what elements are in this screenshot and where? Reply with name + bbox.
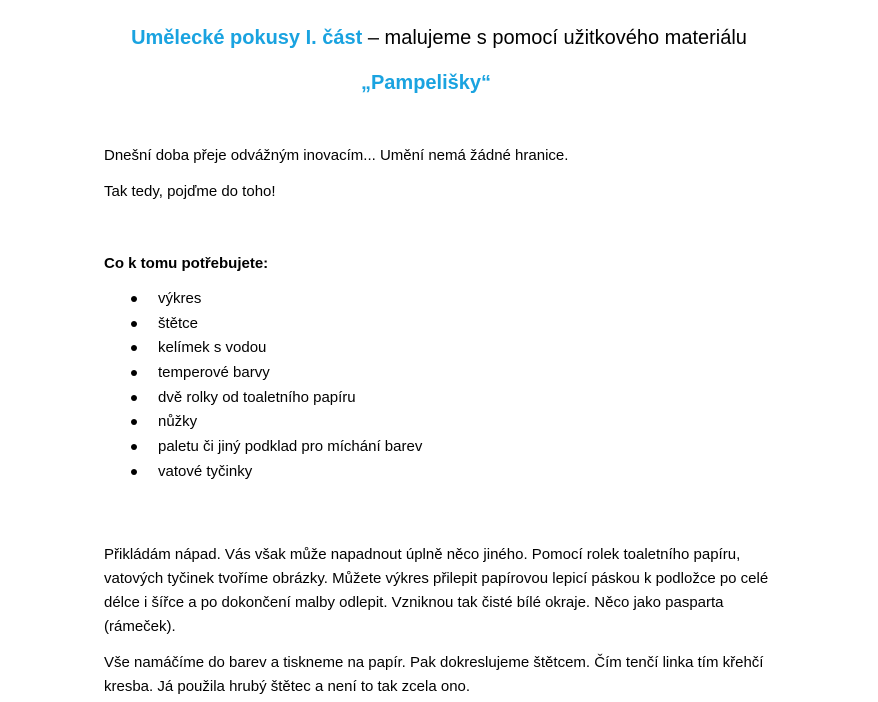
title-highlight: Umělecké pokusy I. část xyxy=(131,27,363,49)
list-item xyxy=(104,386,704,411)
document-title xyxy=(0,24,878,52)
list-item xyxy=(104,460,704,485)
bullet-icon xyxy=(131,469,137,475)
list-item-label: temperové barvy xyxy=(158,364,270,382)
list-item-label: dvě rolky od toaletního papíru xyxy=(158,388,356,406)
list-item xyxy=(104,410,704,435)
list-item-label: vatové tyčinky xyxy=(158,462,253,480)
bullet-icon xyxy=(131,345,137,351)
bullet-icon xyxy=(131,444,137,450)
list-item xyxy=(104,312,704,337)
list-item-label: kelímek s vodou xyxy=(158,339,267,357)
bullet-icon xyxy=(131,370,137,376)
list-item xyxy=(104,435,704,460)
materials-heading: Co k tomu potřebujete: xyxy=(104,255,269,272)
body-paragraph-1: Přikládám nápad. Vás však může napadnout úplně něco jiného. Pomocí rolek toaletního papíru, vatových tyčinek tvoříme obrázky. Můžete výkres přilepit papírovou lepicí páskou k podložce po celé délce i šířce a po dokončení malby odlepit. Vzniknou tak čisté bílé okraje. Něco jako pasparta (rámeček). xyxy=(104,546,769,635)
intro-line-2: Tak tedy, pojďme do toho! xyxy=(104,183,276,200)
materials-list xyxy=(104,287,704,485)
list-item-label: paletu či jiný podklad pro míchání barev xyxy=(158,438,423,456)
list-item xyxy=(104,336,704,361)
list-item xyxy=(104,287,704,312)
body-paragraph-2: Vše namáčíme do barev a tiskneme na papír. Pak dokreslujeme štětcem. Čím tenčí linka tím křehčí kresba. Já použila hrubý štětec a není to tak zcela ono. xyxy=(104,654,764,695)
list-item xyxy=(104,361,704,386)
list-item-label: nůžky xyxy=(158,413,198,431)
intro-line-1: Dnešní doba přeje odvážným inovacím... Umění nemá žádné hranice. xyxy=(104,147,569,164)
title-rest: – malujeme s pomocí užitkového materiálu xyxy=(362,27,747,49)
list-item-label: výkres xyxy=(158,290,202,307)
document-subtitle: „Pampelišky“ xyxy=(360,72,492,94)
bullet-icon xyxy=(131,419,137,425)
bullet-icon xyxy=(131,395,137,401)
list-item-label: štětce xyxy=(158,314,199,332)
bullet-icon xyxy=(131,321,137,327)
bullet-icon xyxy=(131,296,137,302)
